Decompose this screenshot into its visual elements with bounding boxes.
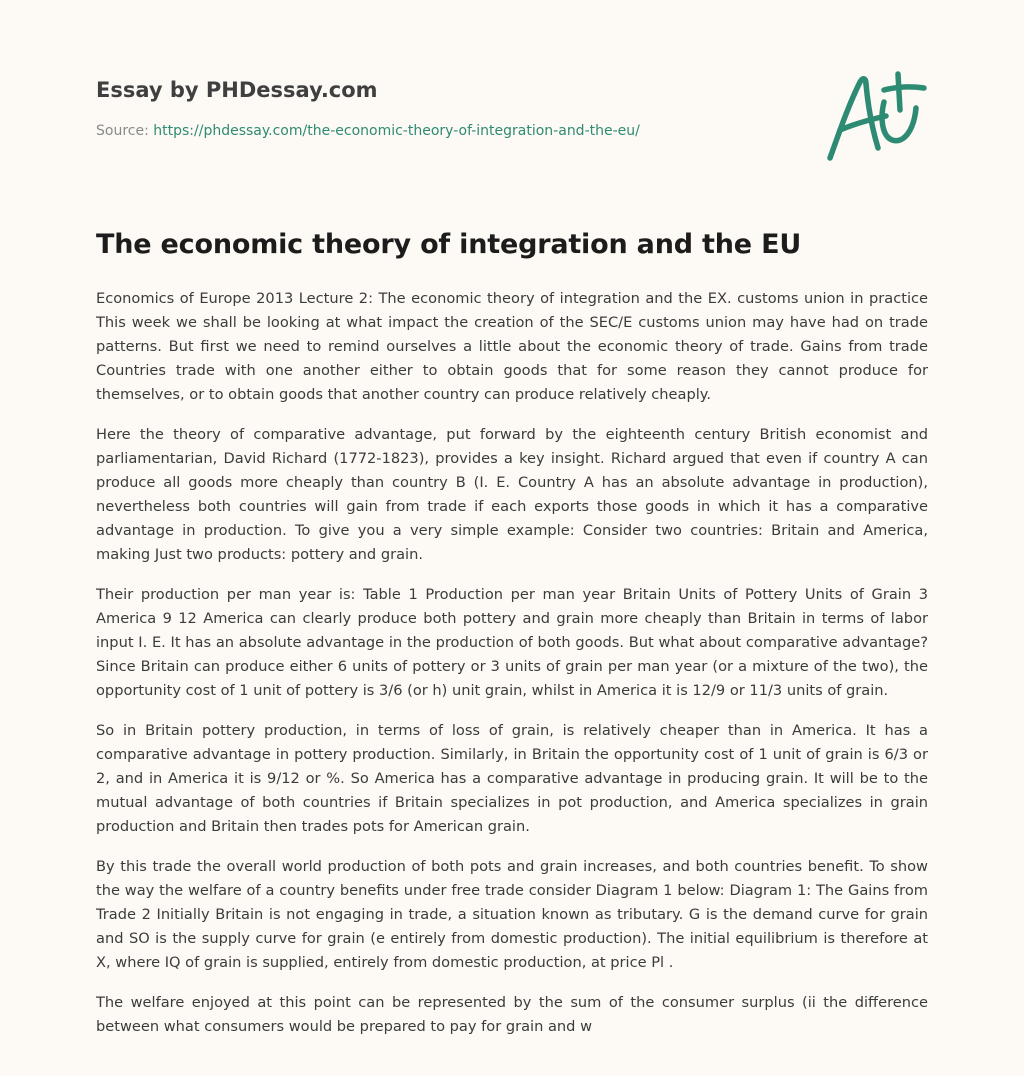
- essay-header: [96, 76, 816, 141]
- paragraph-1: Economics of Europe 2013 Lecture 2: The economic theory of integration and the EX. customs union in practice This week we shall be looking at what impact the creation of the SEC/E customs union may have had on trade patterns. But first we need to remind ourselves a little about the economic theory of trade. Gains from trade Countries trade with one another either to obtain goods that for some reason they cannot produce for themselves, or to obtain goods that another country can produce relatively cheaply.: [96, 290, 928, 403]
- paragraph-2: Here the theory of comparative advantage, put forward by the eighteenth century British economist and parliamentarian, David Richard (1772-1823), provides a key insight. Richard argued that even if country A can produce all goods more cheaply than country B (I. E. Country A has an absolute advantage in production), nevertheless both countries will gain from trade if each exports those goods in which it has a comparative advantage in production. To give you a very simple example: Consider two countries: Britain and America, making Just two products: pottery and grain.: [96, 426, 928, 563]
- document-title: The economic theory of integration and the EU: [96, 229, 802, 260]
- paragraph-3: Their production per man year is: Table 1 Production per man year Britain Units of Pottery Units of Grain 3 America 9 12 America can clearly produce both pottery and grain more cheaply than Britain in terms of labor input I. E. It has an absolute advantage in the production of both goods. But what about comparative advantage? Since Britain can produce either 6 units of pottery or 3 units of grain per man year (or a mixture of the two), the opportunity cost of 1 unit of pottery is 3/6 (or h) unit grain, whilst in America it is 12/9 or 11/3 units of grain.: [96, 586, 928, 699]
- source-line: [96, 121, 816, 141]
- site-title: Essay by PHDessay.com: [96, 78, 378, 102]
- paragraph-6: The welfare enjoyed at this point can be represented by the sum of the consumer surplus (ii the difference between what consumers would be prepared to pay for grain and w: [96, 994, 928, 1035]
- source-link[interactable]: https://phdessay.com/the-economic-theory-of-integration-and-the-eu/: [153, 123, 640, 139]
- a-plus-logo-icon: [820, 66, 932, 166]
- paragraph-4: So in Britain pottery production, in terms of loss of grain, is relatively cheaper than in America. It has a comparative advantage in pottery production. Similarly, in Britain the opportunity cost of 1 unit of grain is 6/3 or 2, and in America it is 9/12 or %. So America has a comparative advantage in producing grain. It will be to the mutual advantage of both countries if Britain specializes in pot production, and America specializes in grain production and Britain then trades pots for American grain.: [96, 722, 928, 835]
- source-label: Source:: [96, 123, 154, 139]
- essay-body: [96, 226, 928, 1055]
- paragraph-5: By this trade the overall world production of both pots and grain increases, and both countries benefit. To show the way the welfare of a country benefits under free trade consider Diagram 1 below: Diagram 1: The Gains from Trade 2 Initially Britain is not engaging in trade, a situation known as tributary. G is the demand curve for grain and SO is the supply curve for grain (e entirely from domestic production). The initial equilibrium is therefore at X, where IQ of grain is supplied, entirely from domestic production, at price Pl .: [96, 858, 928, 971]
